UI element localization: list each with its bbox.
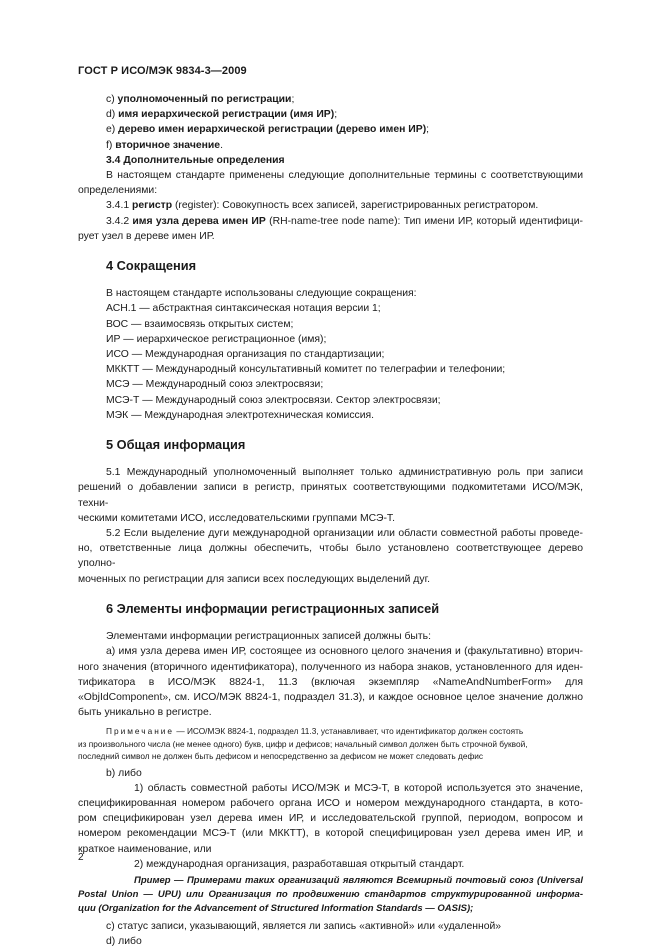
abbreviation: ИР — иерархическое регистрационное (имя); xyxy=(106,333,327,345)
paragraph-line: 5.2 Если выделение дуги международной организации или области совместной работы проведе- xyxy=(106,528,583,540)
item-b1-line: 1) область совместной работы ИСО/МЭК и МСЭ-Т, в которой используется это значение, xyxy=(134,782,583,794)
paragraph-line: 5.1 Международный уполномоченный выполняет только административную роль при записи xyxy=(106,467,583,479)
abbreviation: МЭК — Международная электротехническая комиссия. xyxy=(106,409,375,421)
abbreviation: МСЭ-Т — Международный союз электросвязи. Сектор электросвязи; xyxy=(106,394,441,406)
section-3-4-heading: 3.4 Дополнительные определения xyxy=(106,154,285,166)
item-a-line: быть уникально в регистре. xyxy=(78,707,212,719)
term: регистр xyxy=(132,200,173,212)
paragraph-line: но, ответственные лица должны обеспечить, чтобы было установлено соответствующее дерево уполно- xyxy=(78,543,583,570)
item-d: d) либо xyxy=(106,936,142,948)
item-b1-line: спецификированная номером рабочего органа ИСО и номером международного стандарта, в кото- xyxy=(78,797,583,809)
list-item-c: c) уполномоченный по регистрации; xyxy=(106,94,295,105)
item-b1-line: номером рекомендации МСЭ-Т (или МККТТ), в которой специфицирован узел дерева имен ИР, и xyxy=(78,828,583,840)
item-b: b) либо xyxy=(106,767,142,779)
page-header: ГОСТ Р ИСО/МЭК 9834-3—2009 xyxy=(78,65,247,77)
term: имя узла дерева имен ИР xyxy=(132,215,266,227)
list-item-d: d) имя иерархической регистрации (имя ИР); xyxy=(106,109,338,121)
term: дерево имен иерархической регистрации (дерево имен ИР) xyxy=(118,124,427,136)
definition-3-4-2-cont: рует узел в дереве имен ИР. xyxy=(78,230,215,242)
note-label: Примечание xyxy=(106,726,175,737)
term: имя иерархической регистрации (имя ИР) xyxy=(118,109,335,121)
abbreviation: МСЭ — Международный союз электросвязи; xyxy=(106,379,324,391)
item-b1-line: ром спецификирован узел дерева имен ИР, и исследовательской группой, периодом, вопросом и xyxy=(78,813,583,825)
abbreviation: ВОС — взаимосвязь открытых систем; xyxy=(106,318,294,330)
section-6-heading: 6 Элементы информации регистрационных записей xyxy=(106,600,440,616)
item-a-line: тификатора в ИСО/МЭК 8824-1, 11.3 (включая экземпляр «NameAndNumberForm» для xyxy=(78,676,583,688)
item-a-line: a) имя узла дерева имен ИР, состоящее из основного целого значения и (факультативно) вторич- xyxy=(106,646,583,658)
page-content xyxy=(78,92,583,949)
section-4-heading: 4 Сокращения xyxy=(106,258,197,274)
item-b2: 2) международная организация, разработавшая открытый стандарт. xyxy=(134,858,465,870)
abbreviation: ИСО — Международная организация по стандартизации; xyxy=(106,349,385,361)
item-a-line: «ObjIdComponent», см. ИСО/МЭК 8824-1, подраздел 31.3), и каждое основное целое значение должно xyxy=(78,691,583,703)
definition-3-4-1: 3.4.1 регистр (register): Совокупность всех записей, зарегистрированных регистратором. xyxy=(106,200,539,212)
term: вторичное значение xyxy=(115,139,221,151)
section-6-intro: Элементами информации регистрационных записей должны быть: xyxy=(106,631,431,643)
list-item-e: e) дерево имен иерархической регистрации (дерево имен ИР); xyxy=(106,124,430,136)
example: Пример — Примерами таких организаций являются Всемирный почтовый союз (Universal Postal Union — UPU) или Организация по продвижению стандартов структурированной информа- ции (Organization for the Advancement of Structured Information Standards — OASIS); xyxy=(78,874,583,914)
paragraph-line: ческими комитетами ИСО, исследовательскими группами МСЭ-Т. xyxy=(78,512,395,524)
page-number: 2 xyxy=(78,852,84,863)
abbreviation: АСН.1 — абстрактная синтаксическая нотация версии 1; xyxy=(106,303,381,315)
paragraph-line: моченных по регистрации для записи всех последующих выделений дуг. xyxy=(78,573,430,585)
section-4-intro: В настоящем стандарте использованы следующие сокращения: xyxy=(106,288,417,300)
item-a-line: ного значения (вторичного идентификатора), полученного из набора знаков, установленного для иден- xyxy=(78,661,583,673)
example-label: Пример — Примерами таких организаций являются Всемирный почтовый союз (Universal xyxy=(134,874,583,886)
term: уполномоченный по регистрации xyxy=(117,94,292,105)
abbreviation: МККТТ — Международный консультативный комитет по телеграфии и телефонии; xyxy=(106,364,506,376)
section-5-heading: 5 Общая информация xyxy=(106,437,246,453)
note: Примечание — ИСО/МЭК 8824-1, подраздел 11.3, устанавливает, что идентификатор должен состоять из произвольного числа (не менее одного) букв, цифр и дефисов; начальный символ должен быть строчной буквой, последний символ не должен быть дефисом и непосредственно за дефисом не может следовать дефис xyxy=(78,726,528,762)
paragraph-line: решений о добавлении записи в регистр, принятых соответствующими подкомитетами ИСО/МЭК, техни- xyxy=(78,482,583,509)
item-c: c) статус записи, указывающий, является ли запись «активной» или «удаленной» xyxy=(106,920,502,932)
list-item-f: f) вторичное значение. xyxy=(106,139,223,151)
section-3-4-text: В настоящем стандарте применены следующие дополнительные термины с соответствующими определениями: xyxy=(78,170,583,197)
item-b1-line: краткое наименование, или xyxy=(78,843,212,855)
definition-3-4-2: 3.4.2 имя узла дерева имен ИР (RH-name-tree node name): Тип имени ИР, который идентифици- xyxy=(106,215,583,227)
